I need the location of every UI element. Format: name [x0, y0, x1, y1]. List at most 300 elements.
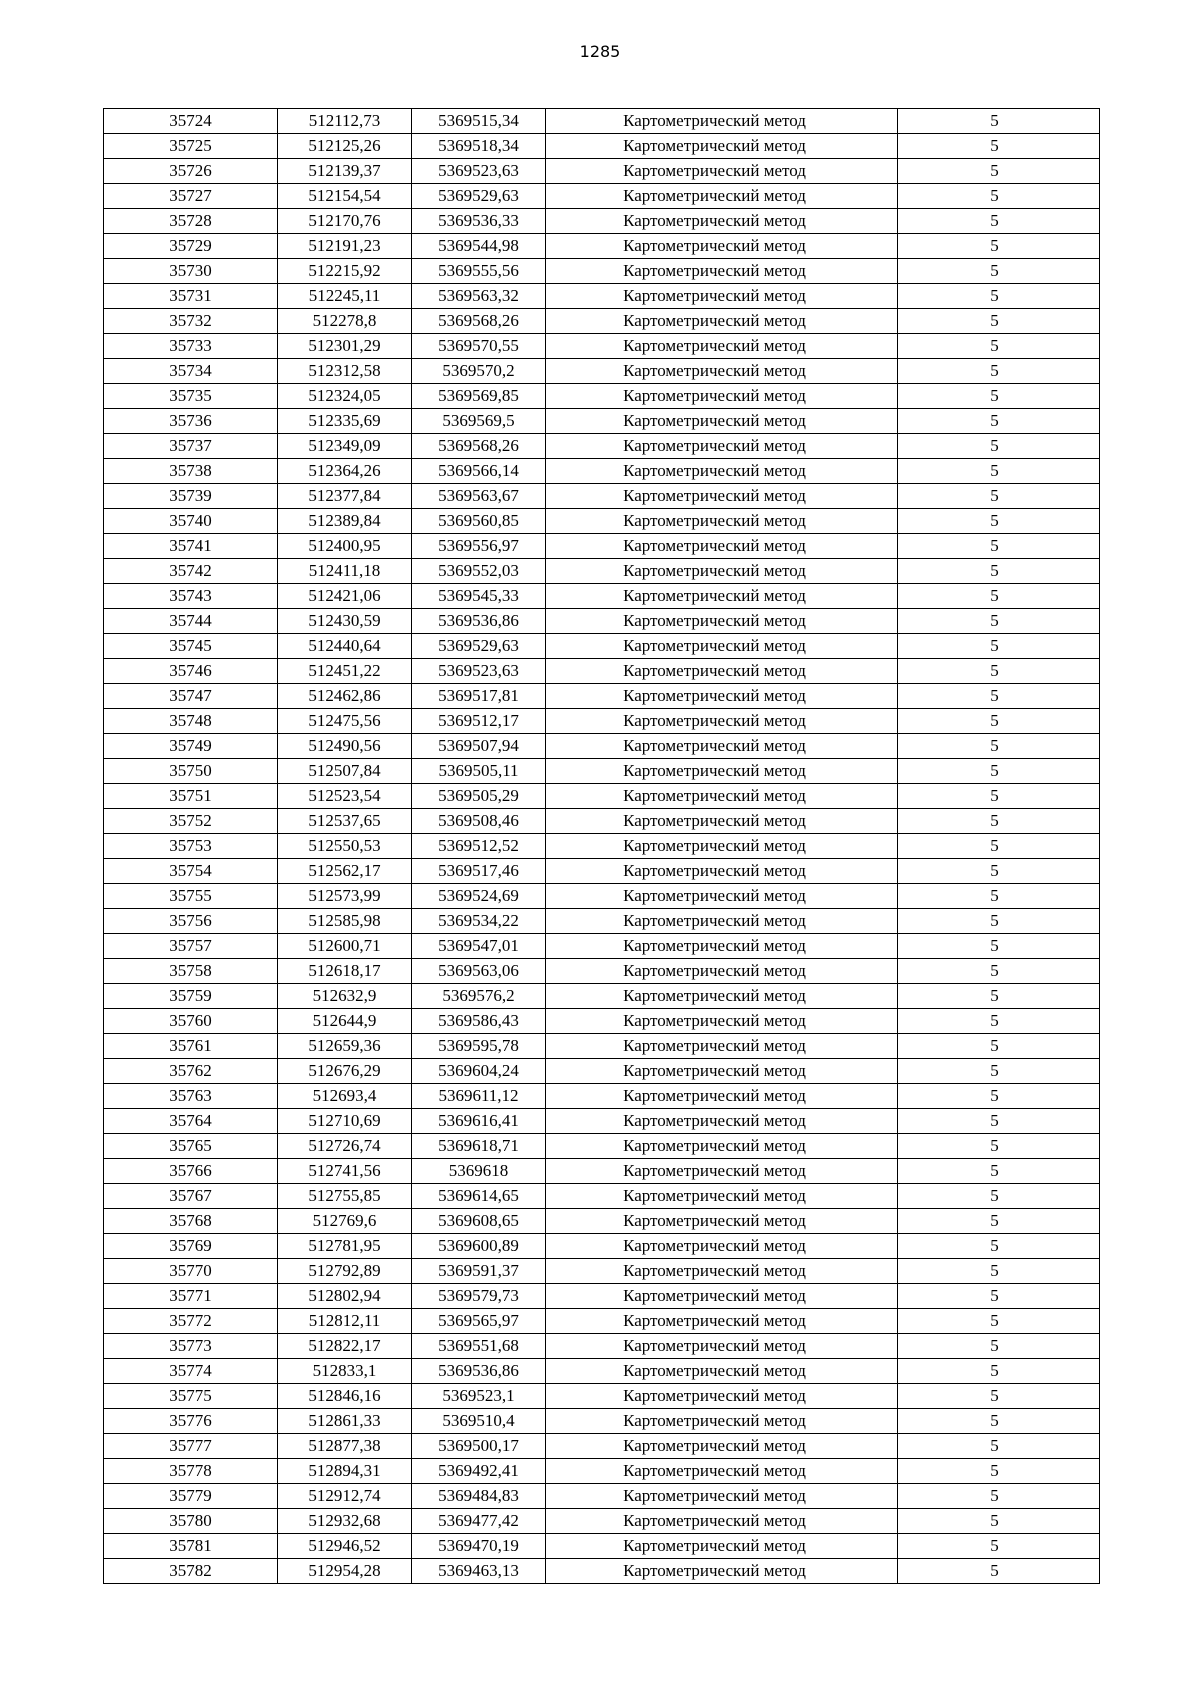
accuracy-cell: 5 — [898, 559, 1100, 584]
y-coordinate-cell: 5369529,63 — [412, 634, 546, 659]
x-coordinate-cell: 512191,23 — [278, 234, 412, 259]
y-coordinate-cell: 5369611,12 — [412, 1084, 546, 1109]
method-cell: Картометрический метод — [546, 684, 898, 709]
method-cell: Картометрический метод — [546, 884, 898, 909]
x-coordinate-cell: 512411,18 — [278, 559, 412, 584]
point-number-cell: 35735 — [104, 384, 278, 409]
point-number-cell: 35761 — [104, 1034, 278, 1059]
table-row — [104, 309, 1100, 334]
point-number-cell: 35734 — [104, 359, 278, 384]
accuracy-cell: 5 — [898, 934, 1100, 959]
accuracy-cell: 5 — [898, 809, 1100, 834]
table-row — [104, 1484, 1100, 1509]
x-coordinate-cell: 512440,64 — [278, 634, 412, 659]
method-cell: Картометрический метод — [546, 459, 898, 484]
accuracy-cell: 5 — [898, 1484, 1100, 1509]
accuracy-cell: 5 — [898, 1084, 1100, 1109]
method-cell: Картометрический метод — [546, 659, 898, 684]
table-row — [104, 384, 1100, 409]
accuracy-cell: 5 — [898, 834, 1100, 859]
method-cell: Картометрический метод — [546, 159, 898, 184]
method-cell: Картометрический метод — [546, 1384, 898, 1409]
accuracy-cell: 5 — [898, 909, 1100, 934]
table-row — [104, 1009, 1100, 1034]
y-coordinate-cell: 5369576,2 — [412, 984, 546, 1009]
table-row — [104, 884, 1100, 909]
method-cell: Картометрический метод — [546, 1159, 898, 1184]
point-number-cell: 35742 — [104, 559, 278, 584]
accuracy-cell: 5 — [898, 1209, 1100, 1234]
x-coordinate-cell: 512170,76 — [278, 209, 412, 234]
method-cell: Картометрический метод — [546, 759, 898, 784]
point-number-cell: 35767 — [104, 1184, 278, 1209]
table-row — [104, 1309, 1100, 1334]
accuracy-cell: 5 — [898, 959, 1100, 984]
accuracy-cell: 5 — [898, 284, 1100, 309]
y-coordinate-cell: 5369517,46 — [412, 859, 546, 884]
method-cell: Картометрический метод — [546, 1309, 898, 1334]
method-cell: Картометрический метод — [546, 409, 898, 434]
method-cell: Картометрический метод — [546, 809, 898, 834]
method-cell: Картометрический метод — [546, 984, 898, 1009]
point-number-cell: 35762 — [104, 1059, 278, 1084]
table-row — [104, 459, 1100, 484]
method-cell: Картометрический метод — [546, 934, 898, 959]
x-coordinate-cell: 512364,26 — [278, 459, 412, 484]
accuracy-cell: 5 — [898, 1459, 1100, 1484]
method-cell: Картометрический метод — [546, 309, 898, 334]
x-coordinate-cell: 512523,54 — [278, 784, 412, 809]
method-cell: Картометрический метод — [546, 1509, 898, 1534]
point-number-cell: 35745 — [104, 634, 278, 659]
method-cell: Картометрический метод — [546, 284, 898, 309]
x-coordinate-cell: 512693,4 — [278, 1084, 412, 1109]
table-row — [104, 859, 1100, 884]
x-coordinate-cell: 512301,29 — [278, 334, 412, 359]
y-coordinate-cell: 5369565,97 — [412, 1309, 546, 1334]
method-cell: Картометрический метод — [546, 334, 898, 359]
y-coordinate-cell: 5369510,4 — [412, 1409, 546, 1434]
method-cell: Картометрический метод — [546, 859, 898, 884]
x-coordinate-cell: 512877,38 — [278, 1434, 412, 1459]
method-cell: Картометрический метод — [546, 434, 898, 459]
accuracy-cell: 5 — [898, 159, 1100, 184]
point-number-cell: 35751 — [104, 784, 278, 809]
point-number-cell: 35754 — [104, 859, 278, 884]
page-number: 1285 — [579, 42, 621, 61]
table-row — [104, 109, 1100, 134]
point-number-cell: 35760 — [104, 1009, 278, 1034]
accuracy-cell: 5 — [898, 1359, 1100, 1384]
accuracy-cell: 5 — [898, 309, 1100, 334]
y-coordinate-cell: 5369492,41 — [412, 1459, 546, 1484]
x-coordinate-cell: 512632,9 — [278, 984, 412, 1009]
x-coordinate-cell: 512710,69 — [278, 1109, 412, 1134]
table-row — [104, 759, 1100, 784]
table-row — [104, 209, 1100, 234]
accuracy-cell: 5 — [898, 1134, 1100, 1159]
table-row — [104, 1259, 1100, 1284]
table-row — [104, 1159, 1100, 1184]
table-row — [104, 934, 1100, 959]
table-row — [104, 609, 1100, 634]
point-number-cell: 35739 — [104, 484, 278, 509]
point-number-cell: 35778 — [104, 1459, 278, 1484]
y-coordinate-cell: 5369556,97 — [412, 534, 546, 559]
x-coordinate-cell: 512550,53 — [278, 834, 412, 859]
method-cell: Картометрический метод — [546, 1234, 898, 1259]
accuracy-cell: 5 — [898, 384, 1100, 409]
point-number-cell: 35736 — [104, 409, 278, 434]
y-coordinate-cell: 5369560,85 — [412, 509, 546, 534]
point-number-cell: 35748 — [104, 709, 278, 734]
method-cell: Картометрический метод — [546, 359, 898, 384]
x-coordinate-cell: 512278,8 — [278, 309, 412, 334]
method-cell: Картометрический метод — [546, 1134, 898, 1159]
method-cell: Картометрический метод — [546, 184, 898, 209]
y-coordinate-cell: 5369555,56 — [412, 259, 546, 284]
point-number-cell: 35768 — [104, 1209, 278, 1234]
point-number-cell: 35770 — [104, 1259, 278, 1284]
x-coordinate-cell: 512600,71 — [278, 934, 412, 959]
method-cell: Картометрический метод — [546, 709, 898, 734]
method-cell: Картометрический метод — [546, 1284, 898, 1309]
table-row — [104, 734, 1100, 759]
accuracy-cell: 5 — [898, 734, 1100, 759]
y-coordinate-cell: 5369518,34 — [412, 134, 546, 159]
point-number-cell: 35737 — [104, 434, 278, 459]
point-number-cell: 35733 — [104, 334, 278, 359]
point-number-cell: 35776 — [104, 1409, 278, 1434]
method-cell: Картометрический метод — [546, 909, 898, 934]
accuracy-cell: 5 — [898, 759, 1100, 784]
accuracy-cell: 5 — [898, 1284, 1100, 1309]
point-number-cell: 35780 — [104, 1509, 278, 1534]
accuracy-cell: 5 — [898, 459, 1100, 484]
point-number-cell: 35731 — [104, 284, 278, 309]
y-coordinate-cell: 5369563,06 — [412, 959, 546, 984]
table-row — [104, 484, 1100, 509]
point-number-cell: 35763 — [104, 1084, 278, 1109]
y-coordinate-cell: 5369517,81 — [412, 684, 546, 709]
y-coordinate-cell: 5369507,94 — [412, 734, 546, 759]
y-coordinate-cell: 5369536,86 — [412, 1359, 546, 1384]
method-cell: Картометрический метод — [546, 484, 898, 509]
method-cell: Картометрический метод — [546, 1059, 898, 1084]
point-number-cell: 35740 — [104, 509, 278, 534]
table-row — [104, 1509, 1100, 1534]
point-number-cell: 35769 — [104, 1234, 278, 1259]
accuracy-cell: 5 — [898, 1559, 1100, 1584]
method-cell: Картометрический метод — [546, 209, 898, 234]
y-coordinate-cell: 5369515,34 — [412, 109, 546, 134]
y-coordinate-cell: 5369508,46 — [412, 809, 546, 834]
x-coordinate-cell: 512537,65 — [278, 809, 412, 834]
accuracy-cell: 5 — [898, 409, 1100, 434]
point-number-cell: 35752 — [104, 809, 278, 834]
point-number-cell: 35724 — [104, 109, 278, 134]
point-number-cell: 35755 — [104, 884, 278, 909]
x-coordinate-cell: 512377,84 — [278, 484, 412, 509]
table-row — [104, 134, 1100, 159]
accuracy-cell: 5 — [898, 534, 1100, 559]
accuracy-cell: 5 — [898, 1434, 1100, 1459]
method-cell: Картометрический метод — [546, 259, 898, 284]
table-row — [104, 559, 1100, 584]
method-cell: Картометрический метод — [546, 959, 898, 984]
y-coordinate-cell: 5369568,26 — [412, 434, 546, 459]
x-coordinate-cell: 512618,17 — [278, 959, 412, 984]
x-coordinate-cell: 512562,17 — [278, 859, 412, 884]
point-number-cell: 35738 — [104, 459, 278, 484]
accuracy-cell: 5 — [898, 1309, 1100, 1334]
y-coordinate-cell: 5369505,11 — [412, 759, 546, 784]
point-number-cell: 35749 — [104, 734, 278, 759]
accuracy-cell: 5 — [898, 709, 1100, 734]
accuracy-cell: 5 — [898, 984, 1100, 1009]
x-coordinate-cell: 512861,33 — [278, 1409, 412, 1434]
table-row — [104, 1459, 1100, 1484]
x-coordinate-cell: 512421,06 — [278, 584, 412, 609]
accuracy-cell: 5 — [898, 1534, 1100, 1559]
point-number-cell: 35727 — [104, 184, 278, 209]
y-coordinate-cell: 5369484,83 — [412, 1484, 546, 1509]
point-number-cell: 35726 — [104, 159, 278, 184]
y-coordinate-cell: 5369523,63 — [412, 659, 546, 684]
point-number-cell: 35744 — [104, 609, 278, 634]
y-coordinate-cell: 5369500,17 — [412, 1434, 546, 1459]
x-coordinate-cell: 512451,22 — [278, 659, 412, 684]
method-cell: Картометрический метод — [546, 1409, 898, 1434]
y-coordinate-cell: 5369604,24 — [412, 1059, 546, 1084]
y-coordinate-cell: 5369505,29 — [412, 784, 546, 809]
accuracy-cell: 5 — [898, 684, 1100, 709]
y-coordinate-cell: 5369570,2 — [412, 359, 546, 384]
x-coordinate-cell: 512400,95 — [278, 534, 412, 559]
y-coordinate-cell: 5369552,03 — [412, 559, 546, 584]
y-coordinate-cell: 5369569,85 — [412, 384, 546, 409]
method-cell: Картометрический метод — [546, 1034, 898, 1059]
table-row — [104, 159, 1100, 184]
coordinates-table — [103, 108, 1100, 1584]
point-number-cell: 35777 — [104, 1434, 278, 1459]
method-cell: Картометрический метод — [546, 559, 898, 584]
table-row — [104, 1209, 1100, 1234]
x-coordinate-cell: 512349,09 — [278, 434, 412, 459]
y-coordinate-cell: 5369470,19 — [412, 1534, 546, 1559]
x-coordinate-cell: 512894,31 — [278, 1459, 412, 1484]
x-coordinate-cell: 512912,74 — [278, 1484, 412, 1509]
x-coordinate-cell: 512812,11 — [278, 1309, 412, 1334]
x-coordinate-cell: 512490,56 — [278, 734, 412, 759]
method-cell: Картометрический метод — [546, 1084, 898, 1109]
y-coordinate-cell: 5369534,22 — [412, 909, 546, 934]
table-row — [104, 709, 1100, 734]
table-row — [104, 509, 1100, 534]
table-row — [104, 259, 1100, 284]
table-row — [104, 1334, 1100, 1359]
point-number-cell: 35765 — [104, 1134, 278, 1159]
coordinates-table-body — [104, 109, 1100, 1584]
table-row — [104, 334, 1100, 359]
accuracy-cell: 5 — [898, 609, 1100, 634]
point-number-cell: 35728 — [104, 209, 278, 234]
method-cell: Картометрический метод — [546, 1484, 898, 1509]
point-number-cell: 35732 — [104, 309, 278, 334]
point-number-cell: 35750 — [104, 759, 278, 784]
table-row — [104, 1084, 1100, 1109]
y-coordinate-cell: 5369463,13 — [412, 1559, 546, 1584]
table-row — [104, 1359, 1100, 1384]
method-cell: Картометрический метод — [546, 1009, 898, 1034]
point-number-cell: 35725 — [104, 134, 278, 159]
accuracy-cell: 5 — [898, 134, 1100, 159]
point-number-cell: 35773 — [104, 1334, 278, 1359]
x-coordinate-cell: 512644,9 — [278, 1009, 412, 1034]
method-cell: Картометрический метод — [546, 534, 898, 559]
accuracy-cell: 5 — [898, 1334, 1100, 1359]
method-cell: Картометрический метод — [546, 634, 898, 659]
x-coordinate-cell: 512112,73 — [278, 109, 412, 134]
point-number-cell: 35730 — [104, 259, 278, 284]
accuracy-cell: 5 — [898, 509, 1100, 534]
point-number-cell: 35764 — [104, 1109, 278, 1134]
table-row — [104, 359, 1100, 384]
method-cell: Картометрический метод — [546, 109, 898, 134]
y-coordinate-cell: 5369595,78 — [412, 1034, 546, 1059]
table-row — [104, 809, 1100, 834]
accuracy-cell: 5 — [898, 209, 1100, 234]
accuracy-cell: 5 — [898, 109, 1100, 134]
x-coordinate-cell: 512215,92 — [278, 259, 412, 284]
method-cell: Картометрический метод — [546, 234, 898, 259]
x-coordinate-cell: 512676,29 — [278, 1059, 412, 1084]
x-coordinate-cell: 512389,84 — [278, 509, 412, 534]
y-coordinate-cell: 5369544,98 — [412, 234, 546, 259]
point-number-cell: 35758 — [104, 959, 278, 984]
accuracy-cell: 5 — [898, 359, 1100, 384]
accuracy-cell: 5 — [898, 1159, 1100, 1184]
x-coordinate-cell: 512154,54 — [278, 184, 412, 209]
method-cell: Картометрический метод — [546, 1334, 898, 1359]
y-coordinate-cell: 5369547,01 — [412, 934, 546, 959]
y-coordinate-cell: 5369536,86 — [412, 609, 546, 634]
point-number-cell: 35779 — [104, 1484, 278, 1509]
y-coordinate-cell: 5369568,26 — [412, 309, 546, 334]
accuracy-cell: 5 — [898, 1384, 1100, 1409]
table-row — [104, 909, 1100, 934]
method-cell: Картометрический метод — [546, 1259, 898, 1284]
accuracy-cell: 5 — [898, 584, 1100, 609]
accuracy-cell: 5 — [898, 884, 1100, 909]
accuracy-cell: 5 — [898, 434, 1100, 459]
point-number-cell: 35774 — [104, 1359, 278, 1384]
x-coordinate-cell: 512822,17 — [278, 1334, 412, 1359]
method-cell: Картометрический метод — [546, 509, 898, 534]
x-coordinate-cell: 512769,6 — [278, 1209, 412, 1234]
table-row — [104, 1434, 1100, 1459]
table-row — [104, 534, 1100, 559]
point-number-cell: 35756 — [104, 909, 278, 934]
table-row — [104, 684, 1100, 709]
accuracy-cell: 5 — [898, 859, 1100, 884]
y-coordinate-cell: 5369586,43 — [412, 1009, 546, 1034]
accuracy-cell: 5 — [898, 484, 1100, 509]
table-row — [104, 1409, 1100, 1434]
method-cell: Картометрический метод — [546, 1184, 898, 1209]
point-number-cell: 35771 — [104, 1284, 278, 1309]
x-coordinate-cell: 512755,85 — [278, 1184, 412, 1209]
x-coordinate-cell: 512125,26 — [278, 134, 412, 159]
y-coordinate-cell: 5369618,71 — [412, 1134, 546, 1159]
x-coordinate-cell: 512741,56 — [278, 1159, 412, 1184]
point-number-cell: 35746 — [104, 659, 278, 684]
accuracy-cell: 5 — [898, 234, 1100, 259]
x-coordinate-cell: 512726,74 — [278, 1134, 412, 1159]
table-row — [104, 234, 1100, 259]
table-row — [104, 959, 1100, 984]
y-coordinate-cell: 5369563,67 — [412, 484, 546, 509]
table-row — [104, 1234, 1100, 1259]
accuracy-cell: 5 — [898, 184, 1100, 209]
table-row — [104, 434, 1100, 459]
point-number-cell: 35743 — [104, 584, 278, 609]
table-row — [104, 984, 1100, 1009]
accuracy-cell: 5 — [898, 1059, 1100, 1084]
accuracy-cell: 5 — [898, 1009, 1100, 1034]
accuracy-cell: 5 — [898, 784, 1100, 809]
method-cell: Картометрический метод — [546, 1209, 898, 1234]
point-number-cell: 35772 — [104, 1309, 278, 1334]
table-row — [104, 659, 1100, 684]
accuracy-cell: 5 — [898, 1509, 1100, 1534]
y-coordinate-cell: 5369608,65 — [412, 1209, 546, 1234]
x-coordinate-cell: 512585,98 — [278, 909, 412, 934]
x-coordinate-cell: 512781,95 — [278, 1234, 412, 1259]
y-coordinate-cell: 5369600,89 — [412, 1234, 546, 1259]
x-coordinate-cell: 512946,52 — [278, 1534, 412, 1559]
method-cell: Картометрический метод — [546, 734, 898, 759]
table-row — [104, 1284, 1100, 1309]
accuracy-cell: 5 — [898, 1234, 1100, 1259]
x-coordinate-cell: 512475,56 — [278, 709, 412, 734]
y-coordinate-cell: 5369618 — [412, 1159, 546, 1184]
accuracy-cell: 5 — [898, 259, 1100, 284]
y-coordinate-cell: 5369566,14 — [412, 459, 546, 484]
y-coordinate-cell: 5369545,33 — [412, 584, 546, 609]
y-coordinate-cell: 5369570,55 — [412, 334, 546, 359]
x-coordinate-cell: 512846,16 — [278, 1384, 412, 1409]
point-number-cell: 35775 — [104, 1384, 278, 1409]
x-coordinate-cell: 512335,69 — [278, 409, 412, 434]
method-cell: Картометрический метод — [546, 1459, 898, 1484]
accuracy-cell: 5 — [898, 659, 1100, 684]
accuracy-cell: 5 — [898, 634, 1100, 659]
method-cell: Картометрический метод — [546, 1534, 898, 1559]
table-row — [104, 634, 1100, 659]
table-row — [104, 184, 1100, 209]
y-coordinate-cell: 5369523,63 — [412, 159, 546, 184]
method-cell: Картометрический метод — [546, 1109, 898, 1134]
point-number-cell: 35753 — [104, 834, 278, 859]
x-coordinate-cell: 512833,1 — [278, 1359, 412, 1384]
table-row — [104, 1184, 1100, 1209]
x-coordinate-cell: 512430,59 — [278, 609, 412, 634]
method-cell: Картометрический метод — [546, 134, 898, 159]
accuracy-cell: 5 — [898, 1109, 1100, 1134]
accuracy-cell: 5 — [898, 334, 1100, 359]
table-row — [104, 284, 1100, 309]
